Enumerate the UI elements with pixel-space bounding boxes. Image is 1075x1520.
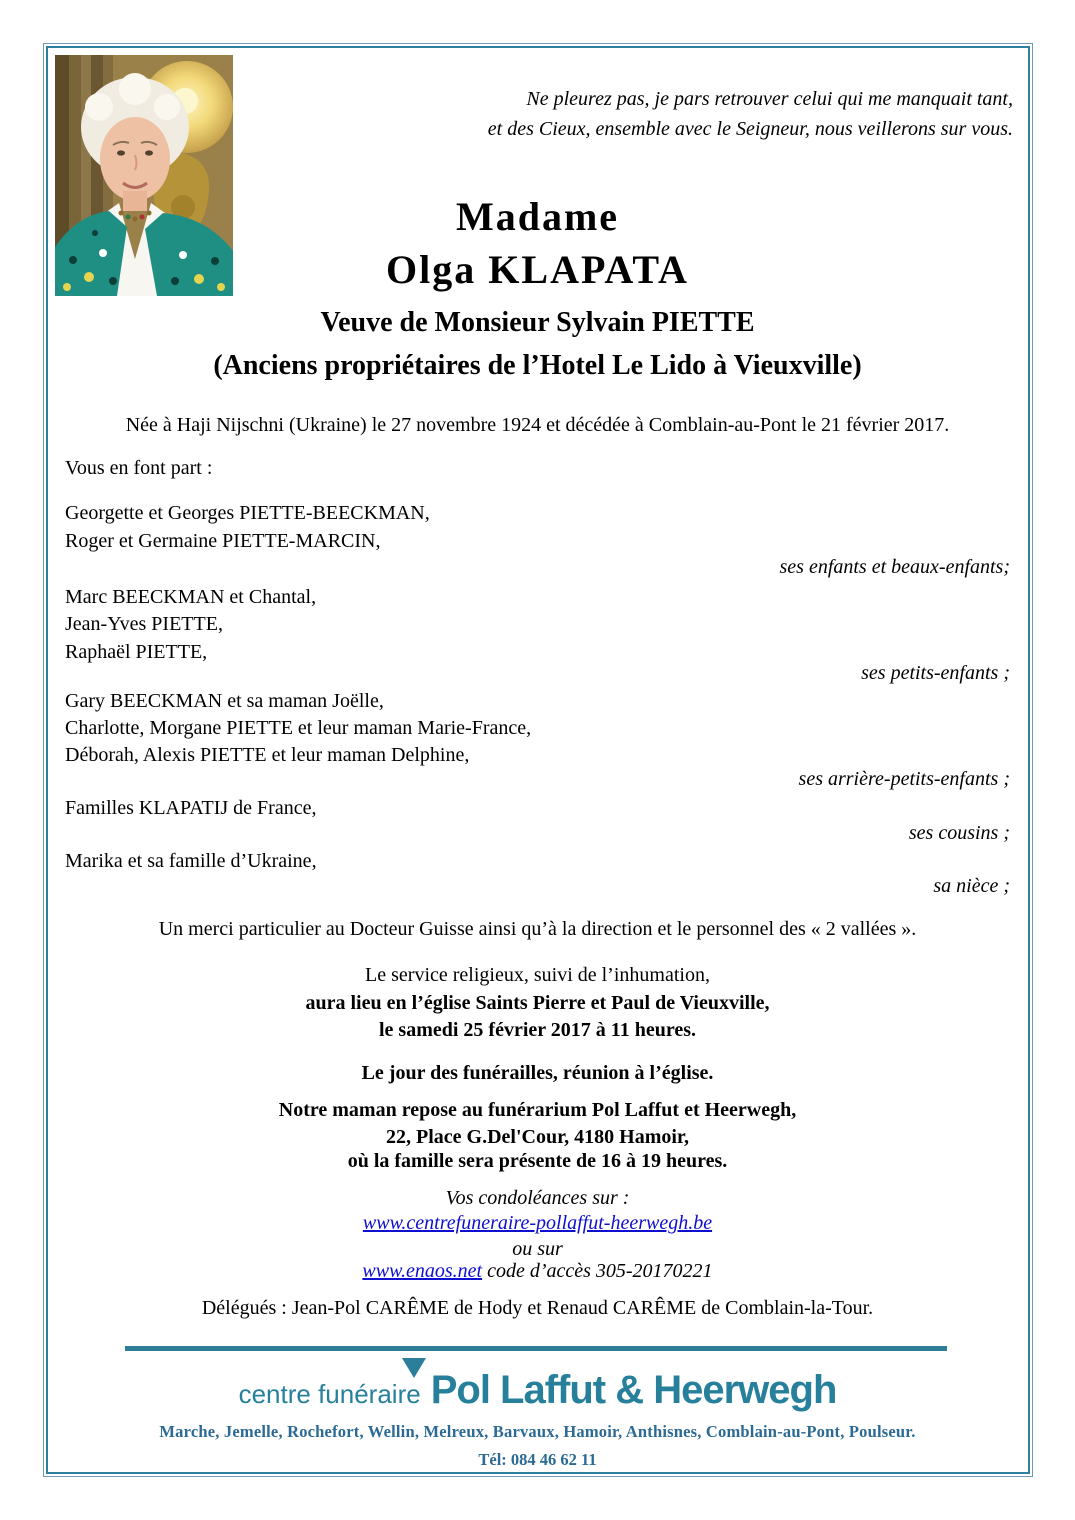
brand-prefix: centre funéraire (238, 1379, 421, 1409)
widow-line: Veuve de Monsieur Sylvain PIETTE (320, 307, 755, 338)
relation-label: ses arrière-petits-enfants ; (798, 768, 1010, 790)
brand-name: Pol Laffut & Heerwegh (430, 1368, 837, 1412)
family-name-line: Raphaël PIETTE, (65, 641, 208, 663)
title-salutation: Madame (455, 194, 620, 239)
condolences-link-primary[interactable]: www.centrefuneraire-pollaffut-heerwegh.be (362, 1212, 713, 1234)
funeral-day-line: Le jour des funérailles, réunion à l’église. (361, 1062, 714, 1084)
epigraph (488, 84, 1013, 144)
family-name-line: Georgette et Georges PIETTE-BEECKMAN, (65, 502, 430, 524)
family-name-line: Marika et sa famille d’Ukraine, (65, 850, 317, 872)
family-name-line: Marc BEECKMAN et Chantal, (65, 586, 317, 608)
condolences-or-label: ou sur (512, 1238, 563, 1260)
footer-phone: Tél: 084 46 62 11 (478, 1450, 597, 1469)
former-owners-line: (Anciens propriétaires de l’Hotel Le Lido à Vieuxville) (213, 350, 862, 381)
service-line-1: Le service religieux, suivi de l’inhumation, (365, 964, 710, 986)
funeral-home-brand (0, 1368, 1075, 1413)
footer-rule (125, 1346, 947, 1351)
repose-line-2: 22, Place G.Del'Cour, 4180 Hamoir, (386, 1126, 689, 1148)
epigraph-line-1: Ne pleurez pas, je pars retrouver celui qui me manquait tant, (526, 88, 1013, 110)
relation-label: ses enfants et beaux-enfants; (779, 556, 1010, 578)
footer-locations: Marche, Jemelle, Rochefort, Wellin, Melreux, Barvaux, Hamoir, Anthisnes, Comblain-au-Pont, Poulseur. (159, 1422, 916, 1441)
epigraph-line-2: et des Cieux, ensemble avec le Seigneur, nous veillerons sur vous. (487, 118, 1013, 140)
family-name-line: Déborah, Alexis PIETTE et leur maman Delphine, (65, 744, 470, 766)
delegates-line: Délégués : Jean-Pol CARÊME de Hody et Renaud CARÊME de Comblain-la-Tour. (201, 1297, 874, 1319)
repose-line-1: Notre maman repose au funérarium Pol Laffut et Heerwegh, (278, 1099, 797, 1121)
family-name-line: Familles KLAPATIJ de France, (65, 797, 317, 819)
family-name-line: Gary BEECKMAN et sa maman Joëlle, (65, 690, 384, 712)
family-name-line: Charlotte, Morgane PIETTE et leur maman Marie-France, (65, 717, 532, 739)
relation-label: sa nièce ; (933, 875, 1010, 897)
relation-label: ses cousins ; (908, 822, 1010, 844)
access-code: code d’accès 305-20170221 (487, 1260, 713, 1282)
announcement-intro: Vous en font part : (65, 457, 213, 479)
thanks-line: Un merci particulier au Docteur Guisse ainsi qu’à la direction et le personnel des « 2 vallées ». (158, 918, 917, 940)
deceased-name: Olga KLAPATA (386, 247, 689, 292)
birth-death-line: Née à Haji Nijschni (Ukraine) le 27 novembre 1924 et décédée à Comblain-au-Pont le 21 février 2017. (125, 414, 950, 436)
relation-label: ses petits-enfants ; (861, 662, 1010, 684)
service-line-3: le samedi 25 février 2017 à 11 heures. (379, 1019, 696, 1041)
condolences-link-enaos[interactable]: www.enaos.net (362, 1260, 483, 1282)
repose-line-3: où la famille sera présente de 16 à 19 heures. (347, 1150, 728, 1172)
service-line-2: aura lieu en l’église Saints Pierre et Paul de Vieuxville, (305, 992, 770, 1014)
family-name-line: Roger et Germaine PIETTE-MARCIN, (65, 530, 381, 552)
family-name-line: Jean-Yves PIETTE, (65, 613, 223, 635)
condolences-intro: Vos condoléances sur : (445, 1187, 630, 1209)
